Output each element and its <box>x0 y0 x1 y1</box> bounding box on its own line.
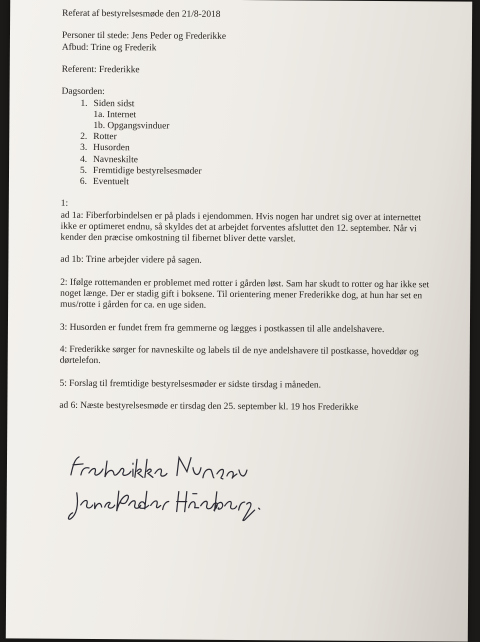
agenda-list <box>61 98 472 190</box>
paragraph-1a-line: ikke er optimeret endnu, så skyldes det at arbejdet forventes afsluttet den 12. september. Når vi <box>60 221 417 235</box>
paragraph-1a-line: kender den præcise omkostning til fibernet bliver dette varslet. <box>60 232 296 245</box>
paragraph-4-line: dørtelefon. <box>59 355 101 367</box>
paragraph-2-line: mus/rotte i gården for ca. en uge siden. <box>60 299 207 311</box>
agenda-item: 3. Husorden <box>80 143 130 154</box>
minutes-body <box>59 9 472 415</box>
paragraph-2-line: noget længe. Der er stadig gift i boksene. Til orientering mener Frederikke dog, at hun har set en <box>60 288 423 302</box>
agenda-subitem: 1b. Opgangsvinduer <box>93 120 170 132</box>
signature-jens-peder <box>67 479 267 524</box>
paragraph-2-line: 2: Ifølge rottemanden er problemet med rotter i gården løst. Sam har skudt to rotter og har ikke set <box>60 277 430 291</box>
agenda-item: 1. Siden sidst <box>80 98 135 109</box>
absent-line: Afbud: Trine og Frederik <box>61 42 157 54</box>
agenda-item: 4. Navneskilte <box>80 154 138 165</box>
paragraph-3: 3: Husorden er fundet frem fra gemmerne og lægges i postkassen til alle andelshavere. <box>59 322 385 335</box>
agenda-subitem: 1a. Internet <box>93 109 137 121</box>
paragraph-1b: ad 1b: Trine arbejder videre på sagen. <box>60 255 202 267</box>
paragraph-1a-line: ad 1a: Fiberforbindelsen er på plads i ejendommen. Hvis nogen har undret sig over at internettet <box>60 210 422 223</box>
paragraph-5: 5: Forslag til fremtidige bestyrelsesmøder er sidste tirsdag i måneden. <box>59 378 321 391</box>
agenda-item: 2. Rotter <box>80 132 117 143</box>
paragraph-4-line: 4: Frederikke sørger for navneskilte og labels til de nye andelshavere til postkasse, hoveddør og <box>59 344 419 358</box>
present-line: Personer til stede: Jens Peder og Frederikke <box>61 31 227 43</box>
agenda-heading: Dagsorden: <box>61 87 105 98</box>
paragraph-6: ad 6: Næste bestyrelsesmøde er tirsdag den 25. september kl. 19 hos Frederikke <box>59 400 359 413</box>
section-1-heading: 1: <box>60 199 69 210</box>
referent-line: Referent: Frederikke <box>61 64 140 76</box>
doc-title: Referat af bestyrelsesmøde den 21/8-2018 <box>62 8 221 20</box>
paper-sheet <box>6 0 472 642</box>
agenda-item: 6. Eventuelt <box>79 176 129 188</box>
agenda-item: 5. Fremtidige bestyrelsesmøder <box>79 165 202 177</box>
